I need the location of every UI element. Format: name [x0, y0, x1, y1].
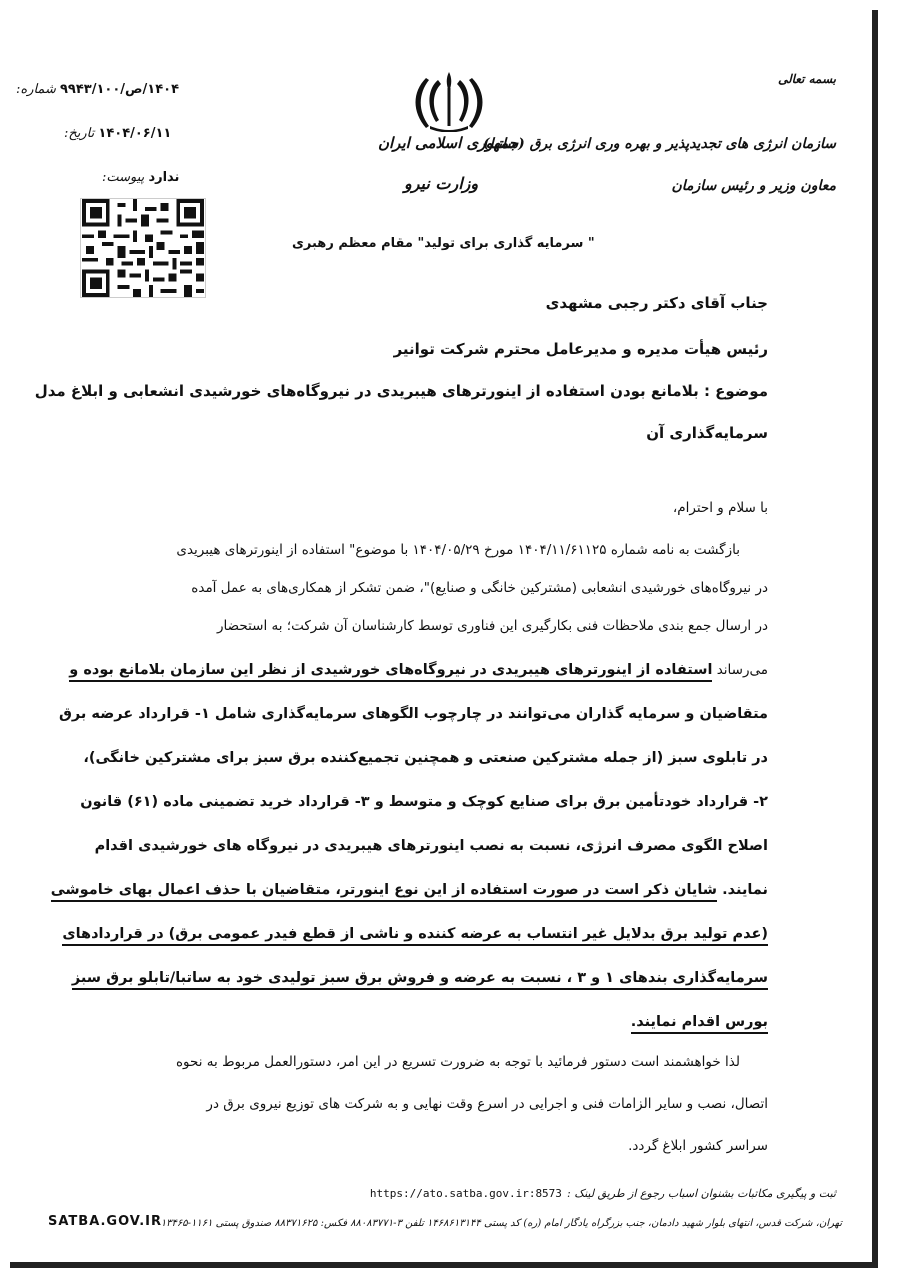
key-statement: استفاده از اینورترهای هیبریدی در نیروگاه‌های خورشیدی از نظر این سازمان بلامانع بوده و [69, 662, 712, 682]
paragraph-line: در ارسال جمع بندی ملاحظات فنی بکارگیری این فناوری توسط کارشناسان آن شرکت؛ به استحضار [217, 618, 768, 634]
letter-date-label: تاریخ: [64, 126, 95, 141]
verify-line [370, 1182, 836, 1201]
bismillah: بسمه تعالی [777, 72, 836, 86]
letter-attachment [102, 170, 179, 185]
subject-line-2: سرمایه‌گذاری آن [646, 424, 768, 442]
bold-line-mixed [51, 882, 768, 898]
letter-number [16, 82, 179, 97]
bold-line: در تابلوی سبز (از جمله مشترکین صنعتی و همچنین تجمیع‌کننده برق سبز برای مشترکین خانگی)، [83, 750, 768, 766]
slogan: " سرمایه گذاری برای تولید" مقام معظم رهبری [292, 236, 595, 251]
verify-note: ثبت و پیگیری مکاتبات بشنوان اسباب رجوع از طریق لینک : [567, 1187, 836, 1200]
ministry-name: وزارت نیرو [404, 174, 479, 193]
verify-link[interactable]: https://ato.satba.gov.ir:8573 [369, 1187, 562, 1200]
paragraph-line: سراسر کشور ابلاغ گردد. [628, 1138, 768, 1154]
letter-page [10, 10, 878, 1268]
bold-line-underlined: بورس اقدام نمایند. [631, 1014, 768, 1034]
country-name: جمهوری اسلامی ایران [378, 134, 519, 152]
letter-date-value: ۱۴۰۴/۰۶/۱۱ [98, 126, 172, 141]
bold-line: متقاضیان و سرمایه گذاران می‌توانند در چارچوب الگوهای سرمایه‌گذاری شامل ۱- قرارداد عرضه برق [58, 706, 768, 722]
bold-line-underlined: (عدم تولید برق بدلایل غیر انتساب به عرضه کننده و ناشی از قطع فیدر عمومی برق) در قراردادهای [62, 926, 768, 946]
blackout-statement: شایان ذکر است در صورت استفاده از این نوع اینورتر، متقاضیان با حذف اعمال بهای خاموشی [51, 882, 717, 902]
paragraph-line-mixed [69, 662, 768, 678]
recipient-title: رئیس هیأت مدیره و مدیرعامل محترم شرکت توانیر [393, 340, 768, 358]
bold-text: نمایند. [722, 882, 768, 898]
letter-number-value: ۱۴۰۴/ص/۹۹۴۳/۱۰۰ [59, 82, 180, 97]
paragraph-line: لذا خواهشمند است دستور فرمائید با توجه به ضرورت تسریع در این امر، دستورالعمل مربوط به نحوه [175, 1054, 740, 1070]
org-name: سازمان انرژی های تجدیدپذیر و بهره وری انرژی برق (ساتبا) [483, 136, 836, 152]
paragraph-line: در نیروگاه‌های خورشیدی انشعابی (مشترکین خانگی و صنایع)"، ضمن تشکر از همکاری‌های به عمل آمده [191, 580, 768, 596]
paragraph-line: اتصال، نصب و سایر الزامات فنی و اجرایی در اسرع وقت نهایی و به شرکت های توزیع نیروی برق در [206, 1096, 768, 1112]
paragraph-text: می‌رساند [716, 662, 768, 678]
qr-code-icon [80, 198, 206, 298]
footer-address: تهران، شرکت قدس، انتهای بلوار شهید دادمان، جنب بزرگراه یادگار امام (ره) کد پستی ۱۴۶۸۶۱۳۱۴۴ تلفن ۳-۸۸۰۸۳۷۷۱ فکس: ۸۸۳۷۱۶۲۵ صندوق پستی ۱۱۶۱-۱۳۴۶۵ [160, 1218, 842, 1229]
letter-attachment-value: ندارد [148, 170, 180, 185]
footer-website[interactable]: SATBA.GOV.IR [48, 1214, 162, 1229]
letter-date [64, 126, 171, 141]
bold-line-underlined: سرمایه‌گذاری بندهای ۱ و ۳ ، نسبت به عرضه و فروش برق سبز تولیدی خود به ساتبا/تابلو برق سبز [72, 970, 768, 990]
iran-emblem-icon [408, 70, 490, 132]
letter-attachment-label: پیوست: [102, 170, 145, 185]
greeting: با سلام و احترام، [672, 500, 768, 516]
subject-line-1: موضوع : بلامانع بودن استفاده از اینورترهای هیبریدی در نیروگاه‌های خورشیدی انشعابی و ابلاغ مدل [34, 382, 768, 400]
org-position: معاون وزیر و رئیس سازمان [671, 178, 836, 194]
paragraph-line: بازگشت به نامه شماره ۱۴۰۴/۱۱/۶۱۱۲۵ مورخ ۱۴۰۴/۰۵/۲۹ با موضوع" استفاده از اینورترهای هیبریدی [176, 542, 740, 558]
bold-line: اصلاح الگوی مصرف انرژی، نسبت به نصب اینورترهای هیبریدی در نیروگاه های خورشیدی اقدام [94, 838, 768, 854]
letter-number-label: شماره: [16, 82, 56, 97]
recipient-name: جناب آقای دکتر رجبی مشهدی [545, 294, 768, 312]
bold-line: ۲- قرارداد خودتأمین برق برای صنایع کوچک و متوسط و ۳- قرارداد خرید تضمینی ماده (۶۱) قانون [80, 794, 768, 810]
